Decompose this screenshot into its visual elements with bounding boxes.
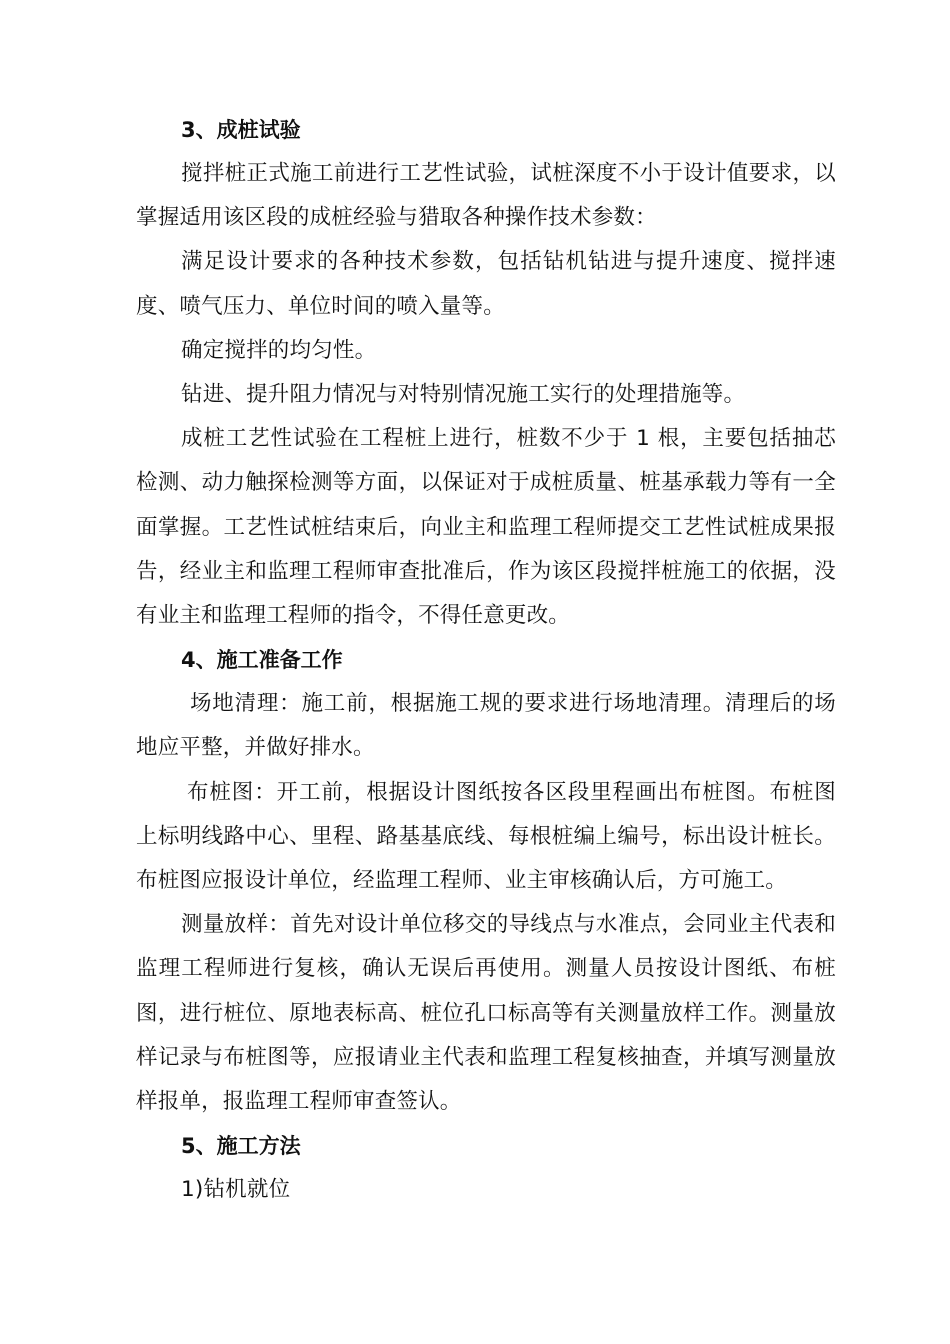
paragraph: 钻进、提升阻力情况与对特别情况施工实行的处理措施等。 bbox=[181, 382, 746, 408]
section-heading-preparation: 4、施工准备工作 bbox=[181, 648, 343, 673]
section-heading-pile-test: 3、成桩试验 bbox=[181, 118, 301, 142]
paragraph: 测量放样：首先对设计单位移交的导线点与水准点，会同业主代表和监理工程师进行复核，确认无误后再使用。测量人员按设计图纸、布桩图，进行桩位、原地表标高、桩位孔口标高等有关测量放样工作。测量放样记录与布桩图等，应报请业主代表和监理工程复核抽查，并填写测量放样报单，报监理工程师审查签认。 bbox=[136, 912, 836, 1115]
paragraph: 场地清理：施工前，根据施工规的要求进行场地清理。清理后的场地应平整，并做好排水。 bbox=[136, 691, 836, 761]
section-heading-construction-method: 5、施工方法 bbox=[181, 1134, 301, 1159]
paragraph: 搅拌桩正式施工前进行工艺性试验，试桩深度不小于设计值要求，以掌握适用该区段的成桩经验与猎取各种操作技术参数： bbox=[136, 161, 836, 231]
paragraph: 布桩图：开工前，根据设计图纸按各区段里程画出布桩图。布桩图上标明线路中心、里程、路基基底线、每根桩编上编号，标出设计桩长。布桩图应报设计单位，经监理工程师、业主审核确认后，方可施工。 bbox=[136, 779, 836, 894]
paragraph: 成桩工艺性试验在工程桩上进行，桩数不少于 1 根，主要包括抽芯检测、动力触探检测等方面，以保证对于成桩质量、桩基承载力等有一全面掌握。工艺性试桩结束后，向业主和监理工程师提交工艺性试桩成果报告，经业主和监理工程师审查批准后，作为该区段搅拌桩施工的依据，没有业主和监理工程师的指令，不得任意更改。 bbox=[136, 426, 836, 629]
paragraph: 1)钻机就位 bbox=[181, 1177, 291, 1203]
paragraph: 满足设计要求的各种技术参数，包括钻机钻进与提升速度、搅拌速度、喷气压力、单位时间的喷入量等。 bbox=[136, 249, 836, 319]
document-body bbox=[136, 108, 836, 1212]
paragraph: 确定搅拌的均匀性。 bbox=[181, 337, 377, 363]
